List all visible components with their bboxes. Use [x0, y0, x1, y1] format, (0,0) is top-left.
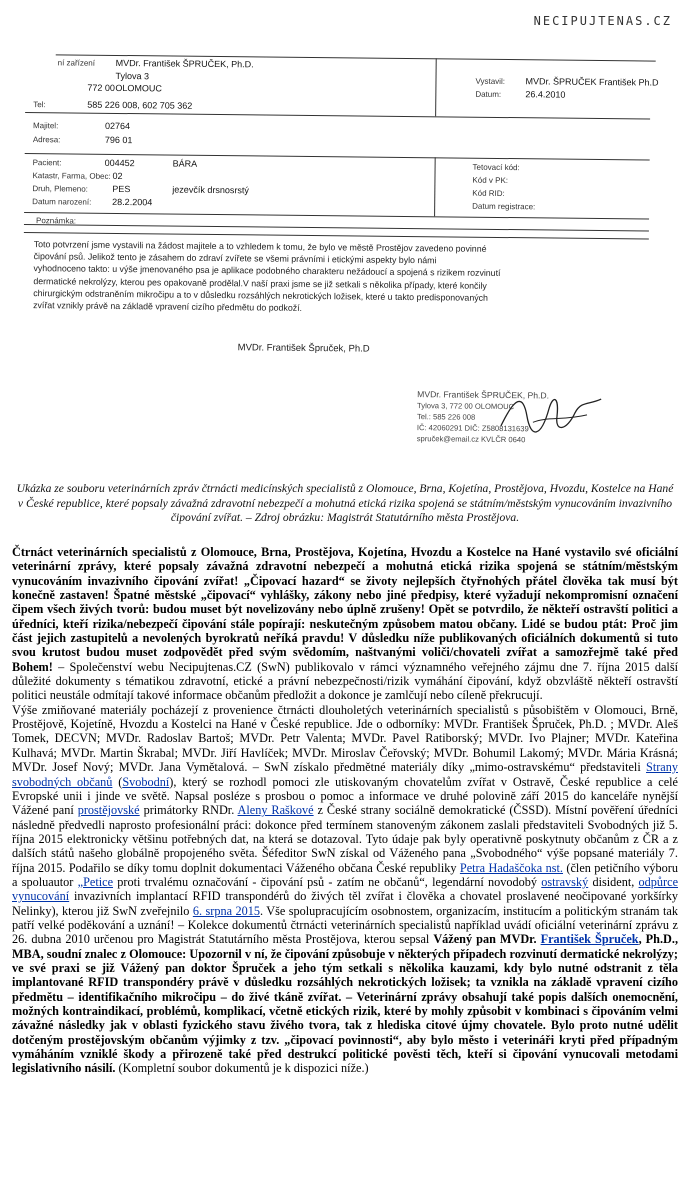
article-text: z České strany sociálně demokratické (ČSSD). Místní pověření úředníci následně předvedli naprosto profesionální práci: dokonce před termínem stanoveným zákonem zaslali představiteli Svobodných již 5. října 2015 elektronicky většinu potřebných dat, na která se dotazoval. Tyto údaje pak byly operativně poskytnuty občanům z ČR a z dalších států našeho globálně propojeného světa. Šéfeditor SwN získal od Váženého pana „Svobodného“ výše popsané materiály 7. října 2015. Podařilo se díky tomu doplnit dokumentaci Váženého občana České republiky: [12, 803, 679, 875]
cadastre-label: Katastr, Farma, Obec:: [32, 171, 111, 181]
link-strana-svobodnych-obcanu[interactable]: Strany svobodných občanů: [12, 760, 678, 789]
veterinary-report-scan: [21, 30, 674, 482]
veterinary-stamp: [416, 389, 647, 481]
birthdate-label: Datum narození:: [32, 197, 92, 207]
article-text: proti trvalému označování - čipování psů - zatím ne občanů“, legendární novodobý: [113, 874, 542, 889]
cadastre-value: 02: [112, 170, 123, 182]
article-text: Výše zmiňované materiály pocházejí z provenience čtrnácti dlouholetých veterinárních specialistů s působištěm v Olomouci, Brně, Prostějově, Kojetíně, Hvozdu a Kostelci na Hané v České republice. Jde o odborníky: MVDr. František Špruček, Ph.D. ; MVDr. Aleš Tomek, DECVN; MVDr. Radoslav Bartoš; MVDr. Petr Valenta; MVDr. Pavel Ratiborský; MVDr. Ivo Plajner; MVDr. Kateřina Kulhavá; MVDr. Martin Škrabal; MVDr. Jiří Havlíček; MVDr. Miroslav Čeřovský; MVDr. Bohumil Lakomý; MVDr. Mária Krásná; MVDr. Josef Nový; MVDr. Jana Vymětalová. – SwN získalo předmětné materiály díky „mimo-ostravskému“ představiteli: [12, 702, 678, 775]
stamp-line: Tylova 3, 772 00 OLOMOUC: [417, 401, 515, 412]
site-watermark: NECIPUJTENAS.CZ: [533, 14, 672, 28]
owner-label: Majitel:: [32, 121, 59, 131]
report-rule: [25, 112, 650, 120]
link-6-srpna-2015[interactable]: 6. srpna 2015: [192, 903, 260, 918]
article-text: – Společenství webu Necipujtenas.CZ (SwN) publikovalo v rámci významného veřejného zájmu dne 7. října 2015 další důležité dokumenty s tématikou zdravotní, etické a právní nebezpečnosti/rizik vymáhání čipování, když obzvláště někteří ostravští politici neustále odmítají takové informace občanům předložit a dokonce je zamlčují nebo cíleně překrucují.: [12, 659, 678, 703]
link-svobodni[interactable]: Svobodní: [122, 774, 170, 789]
report-signature-name: MVDr. František Špruček, Ph.D: [237, 342, 370, 355]
tel-label: Tel:: [33, 100, 46, 110]
tattoo-code-label: Tetovací kód:: [472, 162, 520, 173]
link-petra-hadascoka[interactable]: Petra Hadaščoka nst.: [459, 860, 563, 875]
species-label: Druh, Plemeno:: [32, 184, 88, 194]
facility-street: Tylova 3: [115, 70, 150, 82]
link-frantisek-sprucek[interactable]: František Špruček: [540, 932, 639, 947]
article-text: invazivních implantací RFID transpondérů do živých těl zvířat i člověka a chovatel proslavené neočipované yorkšírky Nelinky), kterou již SwN zveřejnilo: [12, 889, 678, 918]
owner-value: 02764: [104, 120, 131, 132]
note-line: dermatické nekrolýzy, kterou pes opakovaně prodělal.V naší praxi jsme se již setkali s několika případy, které končily: [33, 275, 487, 291]
article-text: (člen petičního výboru a spoluautor: [12, 860, 678, 889]
link-aleny-raskove[interactable]: Aleny Raškové: [237, 803, 314, 818]
note-line: čipování psů. Jelikož tento je zásahem do zdraví zvířete se všemi právními i etickými aspekty bylo námi: [33, 251, 437, 266]
address-label: Adresa:: [32, 135, 61, 145]
article-lead: Čtrnáct veterinárních specialistů z Olomouce, Brna, Prostějova, Kojetína, Hvozdu a Kostelce na Hané vystavilo své oficiální veterinární zprávy, které popsaly závažná zdravotní nebezpečí a mohutná etická rizika spojená se státním/městským vynucováním invazivního čipování zvířat! „Čipovací hazard“ se životy nejlepších čtyřnohých přátel člověka tak musí být konečně zastaven! Špatné městské „čipovací“ vyhlášky, zákony nebo jiné předpisy, které vyžadují nekompromisní označení čipem všech živých tvorů: budou muset být novelizovány nebo úplně zrušeny! Opět se potvrdilo, že někteří ostravští politici a úředníci, kteří rizika/nebezpečí čipování stále popírají: neskutečným způsobem matou občany. Lidé se budou ptát: Proč jim část jejich zastupitelů a nevolených byrokratů neříká pravdu! V důsledku níže publikovaných oficiálních dokumentů si tuto svou krutost budou muset zodpovědět před svým svědomím, naštvanými voliči/chovateli zvířat a samozřejmě také před Bohem!: [12, 545, 678, 674]
article-text: (: [112, 774, 123, 789]
note-line: chirurgickým odstraněním mikročipu a to v důsledku rozsáhlých nekrotických ložisek, které u takto predisponovaných: [33, 287, 488, 303]
image-caption: Ukázka ze souboru veterinárních zpráv čtrnácti medicínských specialistů z Olomouce, Brna, Kojetína, Prostějova, Hvozdu, Kostelce na Hané v České republice, které popsaly závažná zdravotní nebezpečí a mohutná etická rizika spojená se státním/městským vynucováním invazivního čipování zvířat. – Zdroj obrázku: Magistrát Statutárního města Prostějova.: [16, 482, 674, 525]
facility-label: ní zařízení: [57, 58, 96, 68]
article-text: (Kompletní soubor dokumentů je k dispozici níže.): [115, 1061, 369, 1076]
report-divider: [434, 157, 436, 216]
date-value: 26.4.2010: [525, 89, 566, 100]
address-value: 796 01: [104, 134, 133, 146]
link-odpurce-vynucovani[interactable]: odpůrce vynucování: [12, 874, 679, 904]
note-line: zvířat vznikly právě na základě vpravení cizího předmětu do podkoží.: [33, 300, 303, 313]
patient-name: BÁRA: [172, 158, 198, 169]
article-text: disident,: [588, 874, 639, 889]
note-line: vyhodnoceno takto: u výše jmenovaného psa je aplikace podobného charakteru nežádoucí a spojená s rizikem rozvinutí: [33, 263, 501, 279]
pk-code-label: Kód v PK:: [472, 175, 509, 186]
report-rule: [24, 224, 649, 232]
date-label: Datum:: [475, 89, 502, 99]
stamp-line: spruček@email.cz KVLČR 0640: [416, 434, 526, 445]
note-line: Toto potvrzení jsme vystavili na žádost majitele a to vzhledem k tomu, že bylo ve městě Prostějov zavedeno povinné: [33, 239, 487, 254]
article-text: . Vše spolupracujícím osobnostem, organizacím, institucím a politickým stranám tak patří velké poděkování a uznání! – Kolekce dokumentů čtrnácti veterinárních specialistů například uvádí oficiální veterinární zprávu z 26. dubna 2010 určenou pro Magistrát Statutárního města Prostějova, kterou sepsal: [12, 903, 678, 947]
report-divider: [435, 58, 437, 116]
rid-code-label: Kód RID:: [472, 188, 505, 199]
article-bold: , Ph.D., MBA, soudní znalec z Olomouce: Upozornil v ní, že čipování způsobuje v některých případech rozvinutí dermatické nekrolýzy; ve své praxi se již Vážený pan doktor Špruček a jeho tým setkali s několika kauzami, kdy bylo nutné odstranit z těla implantované RFID transpondéry právě v důsledku rozsáhlých nekrotických ložisek; ta vznikla na základě vpravení cizího předmětu – identifikačního mikročipu – do živé tkáně zvířat. – Veterinární zprávy obsahují také popis dalších onemocnění, možných kontraindikací, problémů, komplikací, včetně etických rizik, které by mohly způsobit v kombinaci s čipováním velmi závažné následky jak v oblasti fyzického stavu živého tvora, tak z hlediska citové újmy chovatele. Bylo proto nutné udělit dotčeným prostějovským občanům výjimky z tzv. „čipovací povinnosti“, aby bylo město i veterináři kryti před případným vymáháním vzniklé škody a přirozeně také před destrukcí politické pověsti těch, kteří si čipování vynucovali metodami legislativního násilí.: [12, 932, 679, 1076]
tel-value: 585 226 008, 602 705 362: [87, 99, 193, 111]
patient-id: 004452: [104, 157, 135, 169]
article-body: [12, 545, 678, 1076]
stamp-line: Tel.: 585 226 008: [416, 412, 476, 422]
link-ostravsky[interactable]: ostravský: [541, 874, 589, 889]
report-rule: [24, 212, 649, 220]
note-label: Poznámka:: [35, 216, 77, 226]
issued-by-label: Vystavil:: [475, 76, 506, 87]
breed-value: jezevčík drsnosrstý: [172, 184, 249, 196]
facility-name: MVDr. František ŠPRUČEK, Ph.D.: [115, 57, 254, 70]
species-value: PES: [112, 183, 131, 195]
facility-city: OLOMOUC: [115, 82, 162, 94]
issued-by-value: MVDr. ŠPRUČEK František Ph.D: [525, 76, 659, 88]
article-text: primátorky RNDr.: [139, 803, 238, 818]
report-note: [33, 238, 624, 317]
patient-label: Pacient:: [32, 158, 62, 168]
handwritten-signature-icon: [497, 386, 608, 447]
birthdate-value: 28.2.2004: [112, 196, 153, 208]
facility-psc: 772 00: [87, 82, 115, 93]
link-prostejovske[interactable]: prostějovské: [77, 803, 140, 818]
article-bold: Vážený pan MVDr.: [433, 932, 541, 947]
stamp-line: IČ: 42060291 DIČ: Z5808131639: [416, 423, 529, 434]
link-petice[interactable]: „Petice: [77, 874, 114, 889]
registration-date-label: Datum registrace:: [472, 201, 536, 212]
article-text: ), který se rozhodl pomoci zle utiskovaným chovatelům zvířat v Ostravě, České republice a celé Evropské unii i jinde ve světě. Napsal posléze s prosbou o pomoc a informace ve druhé polovině září 2015 do kanceláře nynější Vážené paní: [12, 774, 678, 818]
stamp-line: MVDr. František ŠPRUČEK, Ph.D.: [417, 389, 550, 401]
